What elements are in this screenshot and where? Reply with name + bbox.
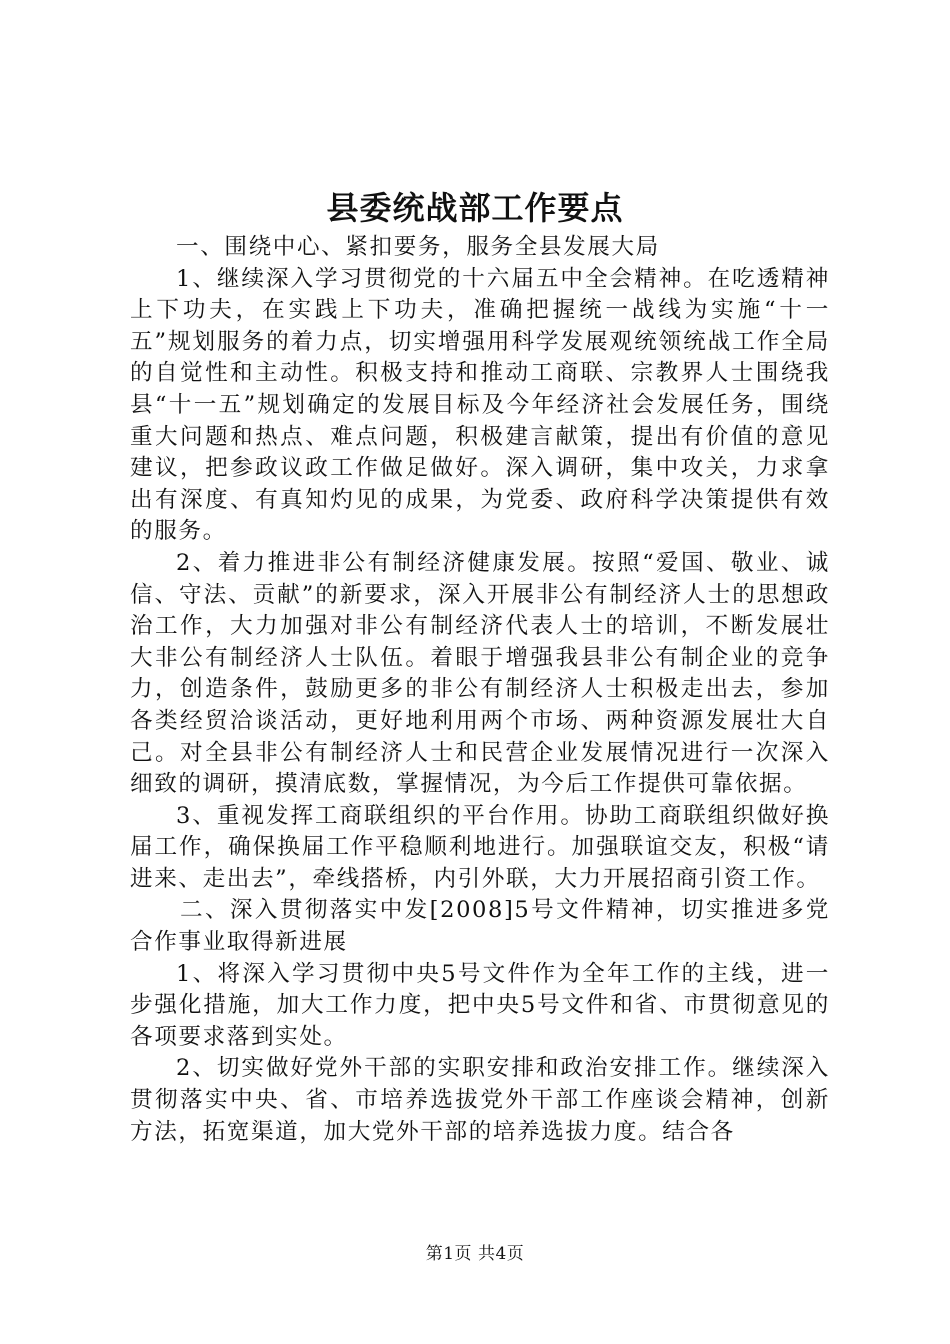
section-heading-2: 二、深入贯彻落实中发[2008]5号文件精神，切实推进多党合作事业取得新进展	[130, 897, 830, 956]
section-heading-1: 一、围绕中心、紧扣要务，服务全县发展大局	[176, 234, 660, 260]
document-title: 县委统战部工作要点	[326, 189, 624, 227]
paragraph-1-3: 3、重视发挥工商联组织的平台作用。协助工商联组织做好换届工作，确保换届工作平稳顺利地进行。加强联谊交友，积极“请进来、走出去”，牵线搭桥，内引外联，大力开展招商引资工作。	[130, 802, 830, 892]
paragraph-2-1: 1、将深入学习贯彻中央5号文件作为全年工作的主线，进一步强化措施，加大工作力度，把中央5号文件和省、市贯彻意见的各项要求落到实处。	[130, 960, 830, 1050]
paragraph-1-1: 1、继续深入学习贯彻党的十六届五中全会精神。在吃透精神上下功夫，在实践上下功夫，准确把握统一战线为实施“十一五”规划服务的着力点，切实增强用科学发展观统领统战工作全局的自觉性和主动性。积极支持和推动工商联、宗教界人士围绕我县“十一五”规划确定的发展目标及今年经济社会发展任务，围绕重大问题和热点、难点问题，积极建言献策，提出有价值的意见建议，把参政议政工作做足做好。深入调研，集中攻关，力求拿出有深度、有真知灼见的成果，为党委、政府科学决策提供有效的服务。	[130, 265, 830, 545]
paragraph-1-2: 2、着力推进非公有制经济健康发展。按照“爱国、敬业、诚信、守法、贡献”的新要求，深入开展非公有制经济人士的思想政治工作，大力加强对非公有制经济代表人士的培训，不断发展壮大非公有制经济人士队伍。着眼于增强我县非公有制企业的竞争力，创造条件，鼓励更多的非公有制经济人士积极走出去，参加各类经贸洽谈活动，更好地利用两个市场、两种资源发展壮大自己。对全县非公有制经济人士和民营企业发展情况进行一次深入细致的调研，摸清底数，掌握情况，为今后工作提供可靠依据。	[130, 549, 830, 798]
paragraph-2-2: 2、切实做好党外干部的实职安排和政治安排工作。继续深入贯彻落实中央、省、市培养选拔党外干部工作座谈会精神，创新方法，拓宽渠道，加大党外干部的培养选拔力度。结合各	[130, 1055, 830, 1145]
document-body	[130, 232, 830, 1148]
page-number-footer: 第1页 共4页	[425, 1244, 525, 1264]
